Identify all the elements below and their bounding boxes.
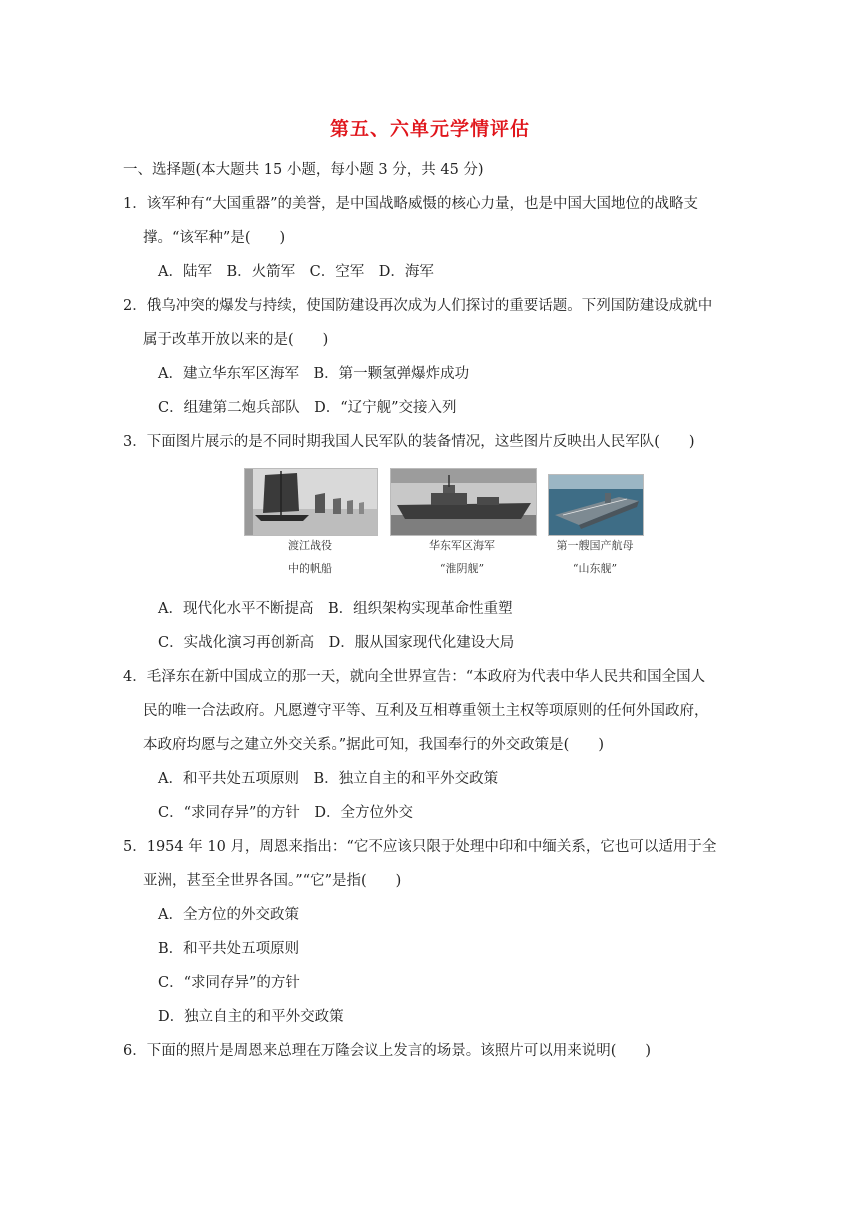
question-2-options-cd: C．组建第二炮兵部队 D．“辽宁舰”交接入列 [158, 400, 457, 416]
page-title: 第五、六单元学情评估 [329, 118, 530, 140]
question-2-stem-line-2: 属于改革开放以来的是( ) [143, 332, 329, 348]
caption-line: 中的帆船 [288, 562, 332, 575]
question-1-stem-line-1: 1．该军种有“大国重器”的美誉，是中国战略威慑的核心力量，也是中国大国地位的战略支 [123, 196, 699, 212]
question-5-option-b: B．和平共处五项原则 [158, 941, 300, 957]
question-5-stem-line-2: 亚洲，甚至全世界各国。”“它”是指( ) [143, 873, 402, 889]
caption-line: 华东军区海军 [429, 539, 495, 552]
question-4-options-ab: A．和平共处五项原则 B．独立自主的和平外交政策 [158, 771, 499, 787]
question-3-stem: 3．下面图片展示的是不同时期我国人民军队的装备情况，这些图片反映出人民军队( ) [123, 434, 695, 450]
question-3-options-cd: C．实战化演习再创新高 D．服从国家现代化建设大局 [158, 635, 515, 651]
caption-line: 渡江战役 [288, 539, 332, 552]
question-5-stem-line-1: 5．1954 年 10 月，周恩来指出：“它不应该只限于处理中印和中缅关系，它也可以适用于全 [123, 839, 717, 855]
photo-aircraft-carrier [548, 474, 644, 536]
section-heading: 一、选择题(本大题共 15 小题，每小题 3 分，共 45 分) [123, 162, 484, 178]
caption-line: “淮阴舰” [439, 562, 485, 575]
photo-sailboats [244, 468, 378, 536]
question-5-option-a: A．全方位的外交政策 [158, 907, 299, 923]
question-3-options-ab: A．现代化水平不断提高 B．组织架构实现革命性重塑 [158, 601, 513, 617]
photo-warship [390, 468, 537, 536]
question-6-stem: 6．下面的照片是周恩来总理在万隆会议上发言的场景。该照片可以用来说明( ) [123, 1043, 652, 1059]
caption-line: “山东舰” [572, 562, 618, 575]
question-4-options-cd: C．“求同存异”的方针 D．全方位外交 [158, 805, 414, 821]
question-1-options: A．陆军 B．火箭军 C．空军 D．海军 [158, 264, 434, 280]
photo-caption-warship [412, 534, 512, 580]
question-2-stem-line-1: 2．俄乌冲突的爆发与持续，使国防建设再次成为人们探讨的重要话题。下列国防建设成就中 [123, 298, 713, 314]
caption-line: 第一艘国产航母 [556, 539, 634, 552]
photo-caption-carrier [545, 534, 645, 580]
question-2-options-ab: A．建立华东军区海军 B．第一颗氢弹爆炸成功 [158, 366, 470, 382]
photo-caption-sailboats [260, 534, 360, 580]
question-4-stem-line-3: 本政府均愿与之建立外交关系。”据此可知，我国奉行的外交政策是( ) [143, 737, 604, 753]
question-4-stem-line-1: 4．毛泽东在新中国成立的那一天，就向全世界宣告：“本政府为代表中华人民共和国全国人 [123, 669, 706, 685]
question-5-option-d: D．独立自主的和平外交政策 [158, 1009, 344, 1025]
question-1-stem-line-2: 撑。“该军种”是( ) [143, 230, 286, 246]
question-5-option-c: C．“求同存异”的方针 [158, 975, 300, 991]
question-4-stem-line-2: 民的唯一合法政府。凡愿遵守平等、互利及互相尊重领土主权等项原则的任何外国政府， [143, 703, 709, 719]
